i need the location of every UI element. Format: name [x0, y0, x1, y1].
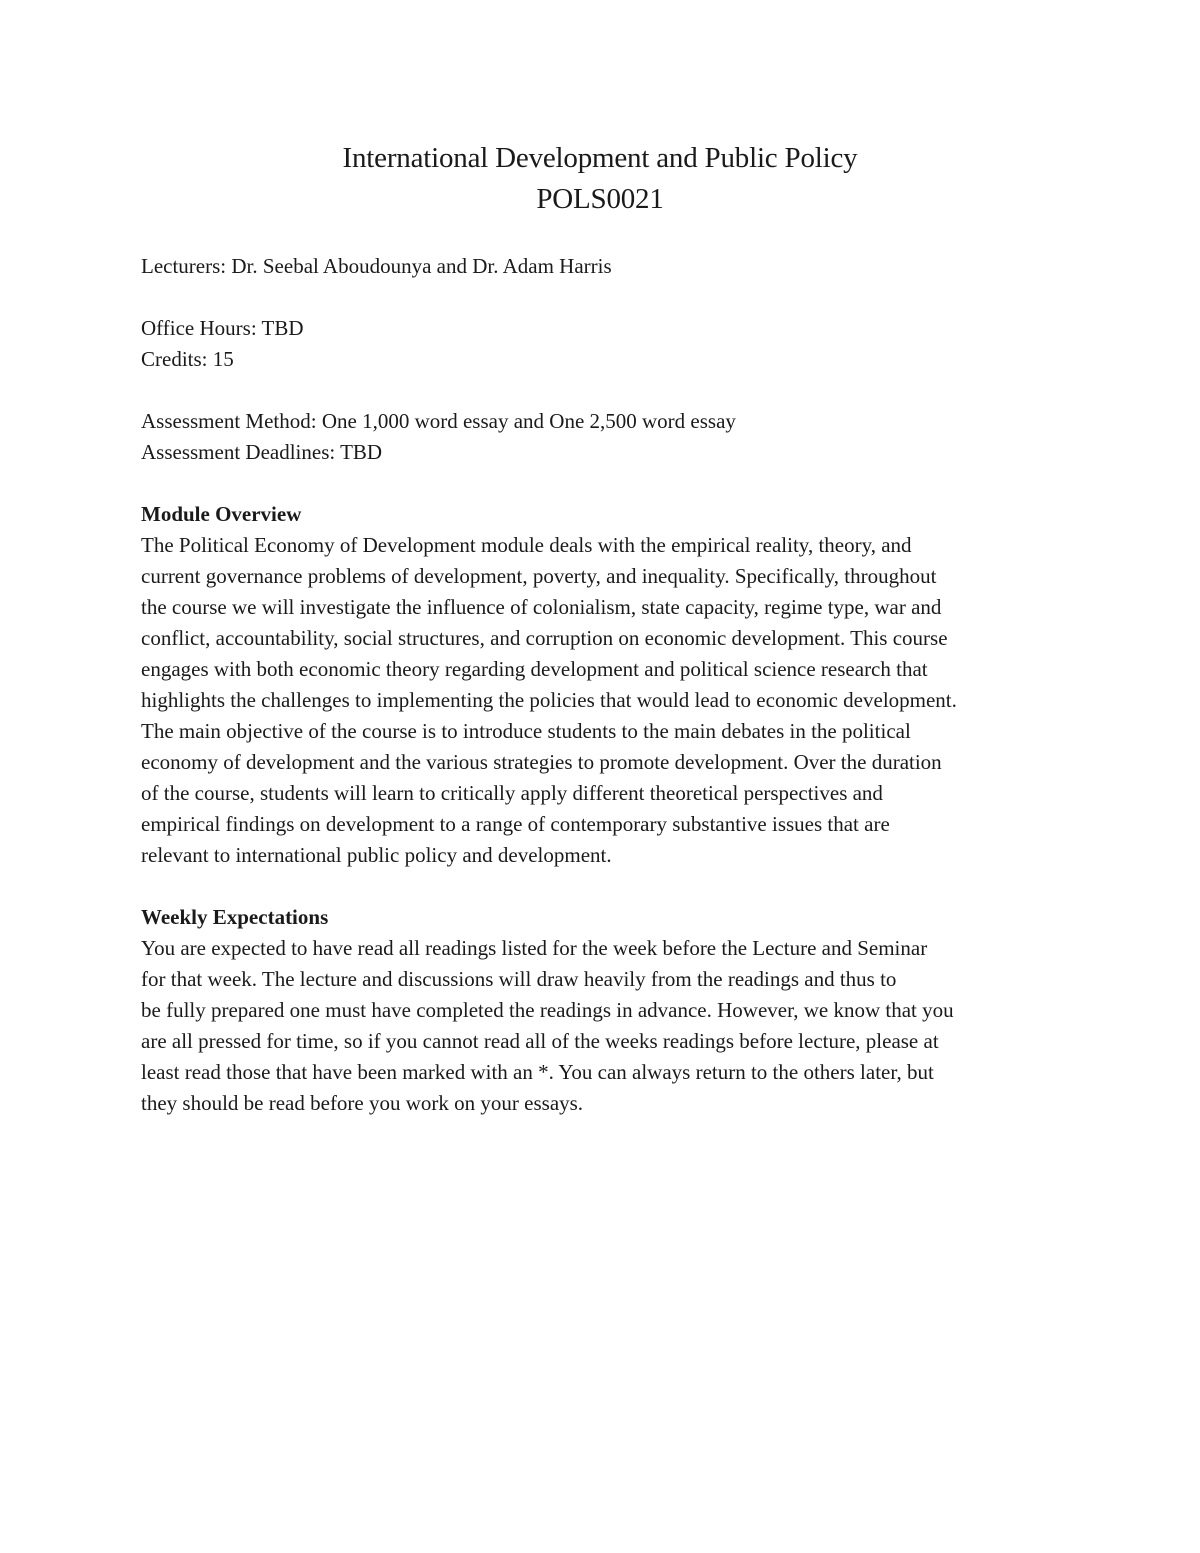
spacer	[141, 282, 1071, 313]
title-block	[0, 138, 1200, 220]
weekly-expectations-heading: Weekly Expectations	[141, 905, 329, 929]
module-overview-paragraph	[141, 530, 1071, 871]
weekly-expectations-paragraph	[141, 933, 1071, 1119]
credits-line: Credits: 15	[141, 347, 234, 371]
paragraph-line: current governance problems of development, poverty, and inequality. Specifically, throughout	[141, 564, 937, 588]
spacer	[141, 375, 1071, 406]
paragraph-line: You are expected to have read all readings listed for the week before the Lecture and Seminar	[141, 936, 928, 960]
document-body	[141, 251, 1071, 1119]
office-hours-line: Office Hours: TBD	[141, 316, 304, 340]
document-title: International Development and Public Policy	[342, 142, 858, 174]
course-code: POLS0021	[536, 183, 664, 215]
lecturers-line: Lecturers: Dr. Seebal Aboudounya and Dr. Adam Harris	[141, 254, 612, 278]
paragraph-line: least read those that have been marked with an *. You can always return to the others later, but	[141, 1060, 934, 1084]
paragraph-line: are all pressed for time, so if you cannot read all of the weeks readings before lecture, please at	[141, 1029, 939, 1053]
paragraph-line: for that week. The lecture and discussions will draw heavily from the readings and thus to	[141, 967, 897, 991]
paragraph-line: engages with both economic theory regarding development and political science research that	[141, 657, 928, 681]
paragraph-line: relevant to international public policy and development.	[141, 843, 612, 867]
paragraph-line: of the course, students will learn to critically apply different theoretical perspectives and	[141, 781, 883, 805]
paragraph-line: highlights the challenges to implementing the policies that would lead to economic development.	[141, 688, 957, 712]
paragraph-line: the course we will investigate the influence of colonialism, state capacity, regime type, war and	[141, 595, 942, 619]
assessment-deadlines-line: Assessment Deadlines: TBD	[141, 440, 383, 464]
paragraph-line: conflict, accountability, social structures, and corruption on economic development. This course	[141, 626, 948, 650]
paragraph-line: The Political Economy of Development module deals with the empirical reality, theory, and	[141, 533, 912, 557]
assessment-method-line: Assessment Method: One 1,000 word essay and One 2,500 word essay	[141, 409, 736, 433]
module-overview-heading: Module Overview	[141, 502, 302, 526]
paragraph-line: be fully prepared one must have completed the readings in advance. However, we know that you	[141, 998, 954, 1022]
paragraph-line: empirical findings on development to a range of contemporary substantive issues that are	[141, 812, 890, 836]
spacer	[141, 871, 1071, 902]
paragraph-line: they should be read before you work on your essays.	[141, 1091, 584, 1115]
spacer	[141, 468, 1071, 499]
paragraph-line: The main objective of the course is to introduce students to the main debates in the political	[141, 719, 911, 743]
paragraph-line: economy of development and the various strategies to promote development. Over the duration	[141, 750, 942, 774]
